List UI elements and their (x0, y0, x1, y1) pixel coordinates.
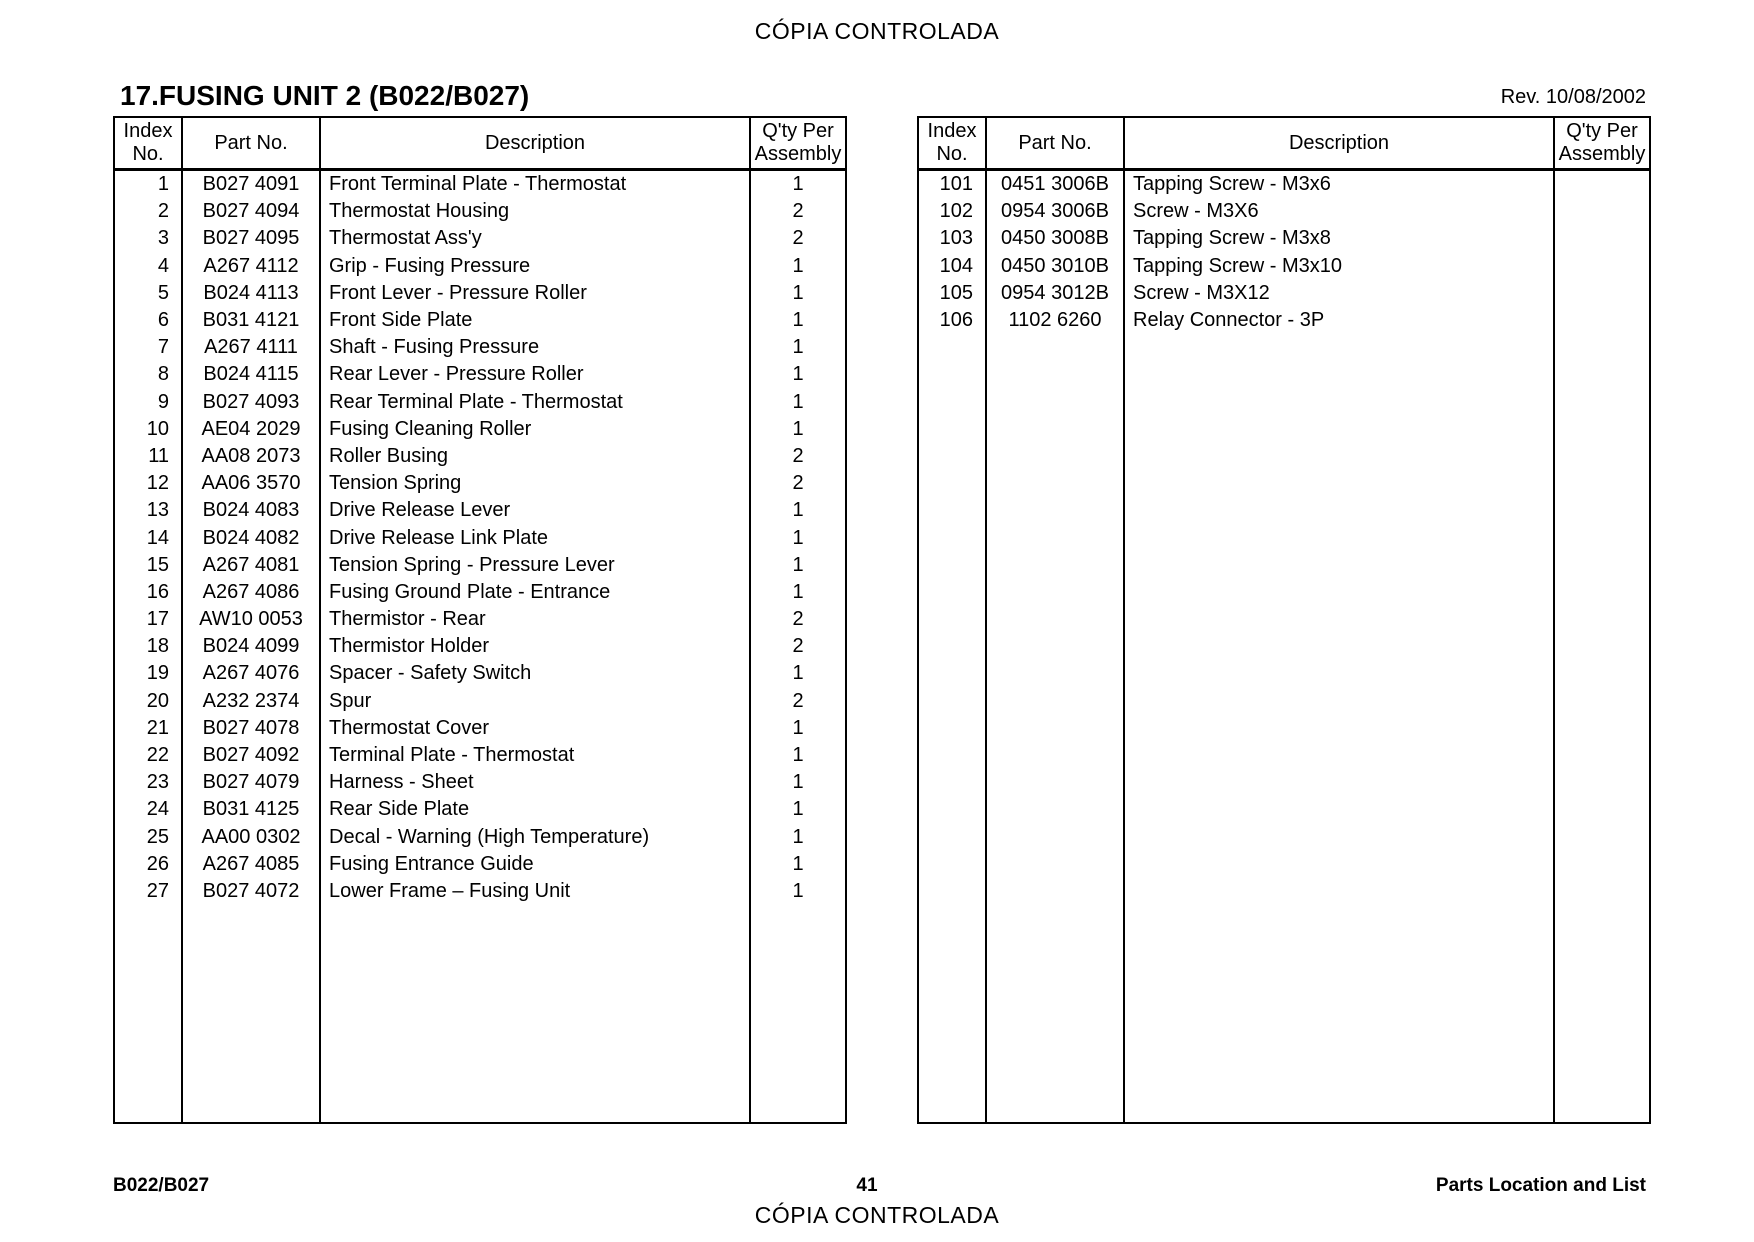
header-index: Index No. (918, 117, 986, 170)
cell-part-no: B024 4113 (182, 280, 320, 307)
cell-qty: 1 (750, 769, 846, 796)
empty-cell (918, 334, 986, 1123)
cell-part-no: A267 4111 (182, 334, 320, 361)
cell-index: 8 (114, 361, 182, 388)
cell-part-no: B031 4125 (182, 796, 320, 823)
table-row (114, 443, 846, 470)
cell-index: 104 (918, 253, 986, 280)
cell-description: Grip - Fusing Pressure (320, 253, 750, 280)
table-row (918, 253, 1650, 280)
table-row (114, 225, 846, 252)
cell-index: 3 (114, 225, 182, 252)
cell-part-no: A267 4086 (182, 579, 320, 606)
cell-part-no: AA08 2073 (182, 443, 320, 470)
cell-qty: 1 (750, 497, 846, 524)
cell-description: Lower Frame – Fusing Unit (320, 878, 750, 905)
cell-qty (1554, 198, 1650, 225)
cell-index: 6 (114, 307, 182, 334)
table-row (114, 334, 846, 361)
cell-index: 5 (114, 280, 182, 307)
table-row (114, 170, 846, 199)
revision-date: Rev. 10/08/2002 (1500, 86, 1646, 108)
cell-index: 105 (918, 280, 986, 307)
header-description: Description (320, 117, 750, 170)
cell-description: Spacer - Safety Switch (320, 660, 750, 687)
cell-qty (1554, 225, 1650, 252)
cell-qty: 2 (750, 225, 846, 252)
cell-part-no: B027 4079 (182, 769, 320, 796)
footer-model: B022/B027 (113, 1175, 210, 1196)
cell-index: 7 (114, 334, 182, 361)
cell-qty: 1 (750, 524, 846, 551)
header-part-no: Part No. (182, 117, 320, 170)
cell-qty (1554, 280, 1650, 307)
cell-qty: 1 (750, 170, 846, 199)
table-row (114, 660, 846, 687)
cell-qty: 1 (750, 361, 846, 388)
cell-part-no: B024 4115 (182, 361, 320, 388)
cell-description: Fusing Ground Plate - Entrance (320, 579, 750, 606)
table-row (918, 307, 1650, 334)
table-filler-row (918, 334, 1650, 1123)
table-row (114, 280, 846, 307)
table-row (114, 742, 846, 769)
table-row (918, 198, 1650, 225)
cell-index: 23 (114, 769, 182, 796)
cell-part-no: A267 4112 (182, 253, 320, 280)
table-row (114, 307, 846, 334)
cell-qty (1554, 170, 1650, 199)
table-row (918, 225, 1650, 252)
table-row (114, 470, 846, 497)
cell-description: Decal - Warning (High Temperature) (320, 824, 750, 851)
cell-part-no: B027 4093 (182, 389, 320, 416)
cell-index: 102 (918, 198, 986, 225)
cell-qty: 1 (750, 416, 846, 443)
empty-cell (986, 334, 1124, 1123)
cell-part-no: B024 4082 (182, 524, 320, 551)
cell-part-no: AW10 0053 (182, 606, 320, 633)
cell-part-no: AE04 2029 (182, 416, 320, 443)
cell-qty: 1 (750, 851, 846, 878)
cell-part-no: B027 4092 (182, 742, 320, 769)
empty-cell (750, 905, 846, 1123)
table-row (114, 688, 846, 715)
cell-index: 10 (114, 416, 182, 443)
cell-index: 2 (114, 198, 182, 225)
cell-description: Shaft - Fusing Pressure (320, 334, 750, 361)
table-row (114, 361, 846, 388)
cell-index: 103 (918, 225, 986, 252)
cell-part-no: 0954 3006B (986, 198, 1124, 225)
cell-description: Tapping Screw - M3x10 (1124, 253, 1554, 280)
cell-description: Thermostat Cover (320, 715, 750, 742)
table-filler-row (114, 905, 846, 1123)
cell-description: Tension Spring - Pressure Lever (320, 552, 750, 579)
table-row (114, 552, 846, 579)
cell-description: Fusing Entrance Guide (320, 851, 750, 878)
cell-description: Terminal Plate - Thermostat (320, 742, 750, 769)
table-row (114, 633, 846, 660)
header-qty: Q'ty Per Assembly (1554, 117, 1650, 170)
cell-index: 14 (114, 524, 182, 551)
cell-qty: 2 (750, 606, 846, 633)
cell-index: 21 (114, 715, 182, 742)
table-header-row (114, 117, 846, 170)
parts-table-left (113, 116, 847, 1124)
cell-qty: 1 (750, 742, 846, 769)
cell-description: Tension Spring (320, 470, 750, 497)
table-row (114, 497, 846, 524)
cell-part-no: B027 4095 (182, 225, 320, 252)
cell-qty: 1 (750, 552, 846, 579)
cell-part-no: B027 4094 (182, 198, 320, 225)
header-part-no: Part No. (986, 117, 1124, 170)
cell-qty: 1 (750, 307, 846, 334)
cell-part-no: B027 4078 (182, 715, 320, 742)
cell-index: 13 (114, 497, 182, 524)
cell-qty: 1 (750, 579, 846, 606)
cell-description: Thermostat Ass'y (320, 225, 750, 252)
controlled-copy-stamp-bottom: CÓPIA CONTROLADA (754, 1202, 1000, 1228)
cell-qty: 2 (750, 688, 846, 715)
cell-part-no: B027 4072 (182, 878, 320, 905)
table-row (114, 389, 846, 416)
table-row (114, 851, 846, 878)
cell-description: Tapping Screw - M3x8 (1124, 225, 1554, 252)
cell-index: 106 (918, 307, 986, 334)
cell-qty: 1 (750, 280, 846, 307)
cell-qty: 1 (750, 796, 846, 823)
empty-cell (320, 905, 750, 1123)
cell-description: Thermostat Housing (320, 198, 750, 225)
cell-part-no: AA06 3570 (182, 470, 320, 497)
cell-index: 18 (114, 633, 182, 660)
cell-index: 11 (114, 443, 182, 470)
cell-part-no: A267 4085 (182, 851, 320, 878)
header-description: Description (1124, 117, 1554, 170)
cell-description: Tapping Screw - M3x6 (1124, 170, 1554, 199)
cell-qty: 1 (750, 253, 846, 280)
table-row (114, 253, 846, 280)
empty-cell (1554, 334, 1650, 1123)
table-header-row (918, 117, 1650, 170)
cell-description: Screw - M3X6 (1124, 198, 1554, 225)
cell-part-no: AA00 0302 (182, 824, 320, 851)
cell-index: 26 (114, 851, 182, 878)
cell-index: 25 (114, 824, 182, 851)
cell-qty: 2 (750, 633, 846, 660)
cell-index: 27 (114, 878, 182, 905)
page-title: 17.FUSING UNIT 2 (B022/B027) (120, 80, 530, 111)
cell-description: Relay Connector - 3P (1124, 307, 1554, 334)
cell-part-no: B031 4121 (182, 307, 320, 334)
table-row (114, 606, 846, 633)
cell-part-no: B024 4083 (182, 497, 320, 524)
cell-description: Drive Release Lever (320, 497, 750, 524)
table-row (114, 579, 846, 606)
cell-index: 15 (114, 552, 182, 579)
table-row (114, 715, 846, 742)
cell-index: 17 (114, 606, 182, 633)
cell-description: Roller Busing (320, 443, 750, 470)
empty-cell (182, 905, 320, 1123)
cell-qty (1554, 307, 1650, 334)
cell-qty: 1 (750, 715, 846, 742)
cell-qty: 2 (750, 198, 846, 225)
cell-description: Screw - M3X12 (1124, 280, 1554, 307)
table-row (114, 416, 846, 443)
cell-part-no: 1102 6260 (986, 307, 1124, 334)
cell-index: 20 (114, 688, 182, 715)
cell-index: 19 (114, 660, 182, 687)
cell-part-no: 0450 3010B (986, 253, 1124, 280)
cell-index: 16 (114, 579, 182, 606)
cell-part-no: A267 4081 (182, 552, 320, 579)
cell-description: Rear Terminal Plate - Thermostat (320, 389, 750, 416)
cell-index: 24 (114, 796, 182, 823)
cell-part-no: B027 4091 (182, 170, 320, 199)
table-row (918, 170, 1650, 199)
cell-description: Fusing Cleaning Roller (320, 416, 750, 443)
cell-index: 1 (114, 170, 182, 199)
cell-qty (1554, 253, 1650, 280)
footer-section: Parts Location and List (1435, 1175, 1646, 1196)
cell-description: Thermistor - Rear (320, 606, 750, 633)
cell-description: Spur (320, 688, 750, 715)
cell-description: Drive Release Link Plate (320, 524, 750, 551)
table-row (114, 796, 846, 823)
parts-table-right (917, 116, 1651, 1124)
cell-qty: 1 (750, 878, 846, 905)
cell-description: Front Lever - Pressure Roller (320, 280, 750, 307)
page-number: 41 (856, 1175, 878, 1196)
cell-description: Thermistor Holder (320, 633, 750, 660)
table-row (114, 878, 846, 905)
cell-part-no: 0450 3008B (986, 225, 1124, 252)
cell-description: Front Side Plate (320, 307, 750, 334)
cell-index: 9 (114, 389, 182, 416)
table-row (114, 524, 846, 551)
table-row (114, 198, 846, 225)
cell-description: Rear Lever - Pressure Roller (320, 361, 750, 388)
cell-index: 101 (918, 170, 986, 199)
cell-qty: 1 (750, 334, 846, 361)
cell-description: Front Terminal Plate - Thermostat (320, 170, 750, 199)
cell-part-no: A232 2374 (182, 688, 320, 715)
cell-qty: 1 (750, 660, 846, 687)
cell-description: Harness - Sheet (320, 769, 750, 796)
cell-index: 12 (114, 470, 182, 497)
cell-description: Rear Side Plate (320, 796, 750, 823)
table-row (918, 280, 1650, 307)
table-row (114, 824, 846, 851)
header-index: Index No. (114, 117, 182, 170)
cell-qty: 2 (750, 443, 846, 470)
cell-qty: 1 (750, 389, 846, 416)
header-qty: Q'ty Per Assembly (750, 117, 846, 170)
cell-index: 4 (114, 253, 182, 280)
cell-part-no: 0954 3012B (986, 280, 1124, 307)
empty-cell (114, 905, 182, 1123)
controlled-copy-stamp-top: CÓPIA CONTROLADA (754, 18, 1000, 44)
empty-cell (1124, 334, 1554, 1123)
cell-qty: 1 (750, 824, 846, 851)
cell-part-no: A267 4076 (182, 660, 320, 687)
cell-index: 22 (114, 742, 182, 769)
cell-qty: 2 (750, 470, 846, 497)
cell-part-no: B024 4099 (182, 633, 320, 660)
table-row (114, 769, 846, 796)
cell-part-no: 0451 3006B (986, 170, 1124, 199)
